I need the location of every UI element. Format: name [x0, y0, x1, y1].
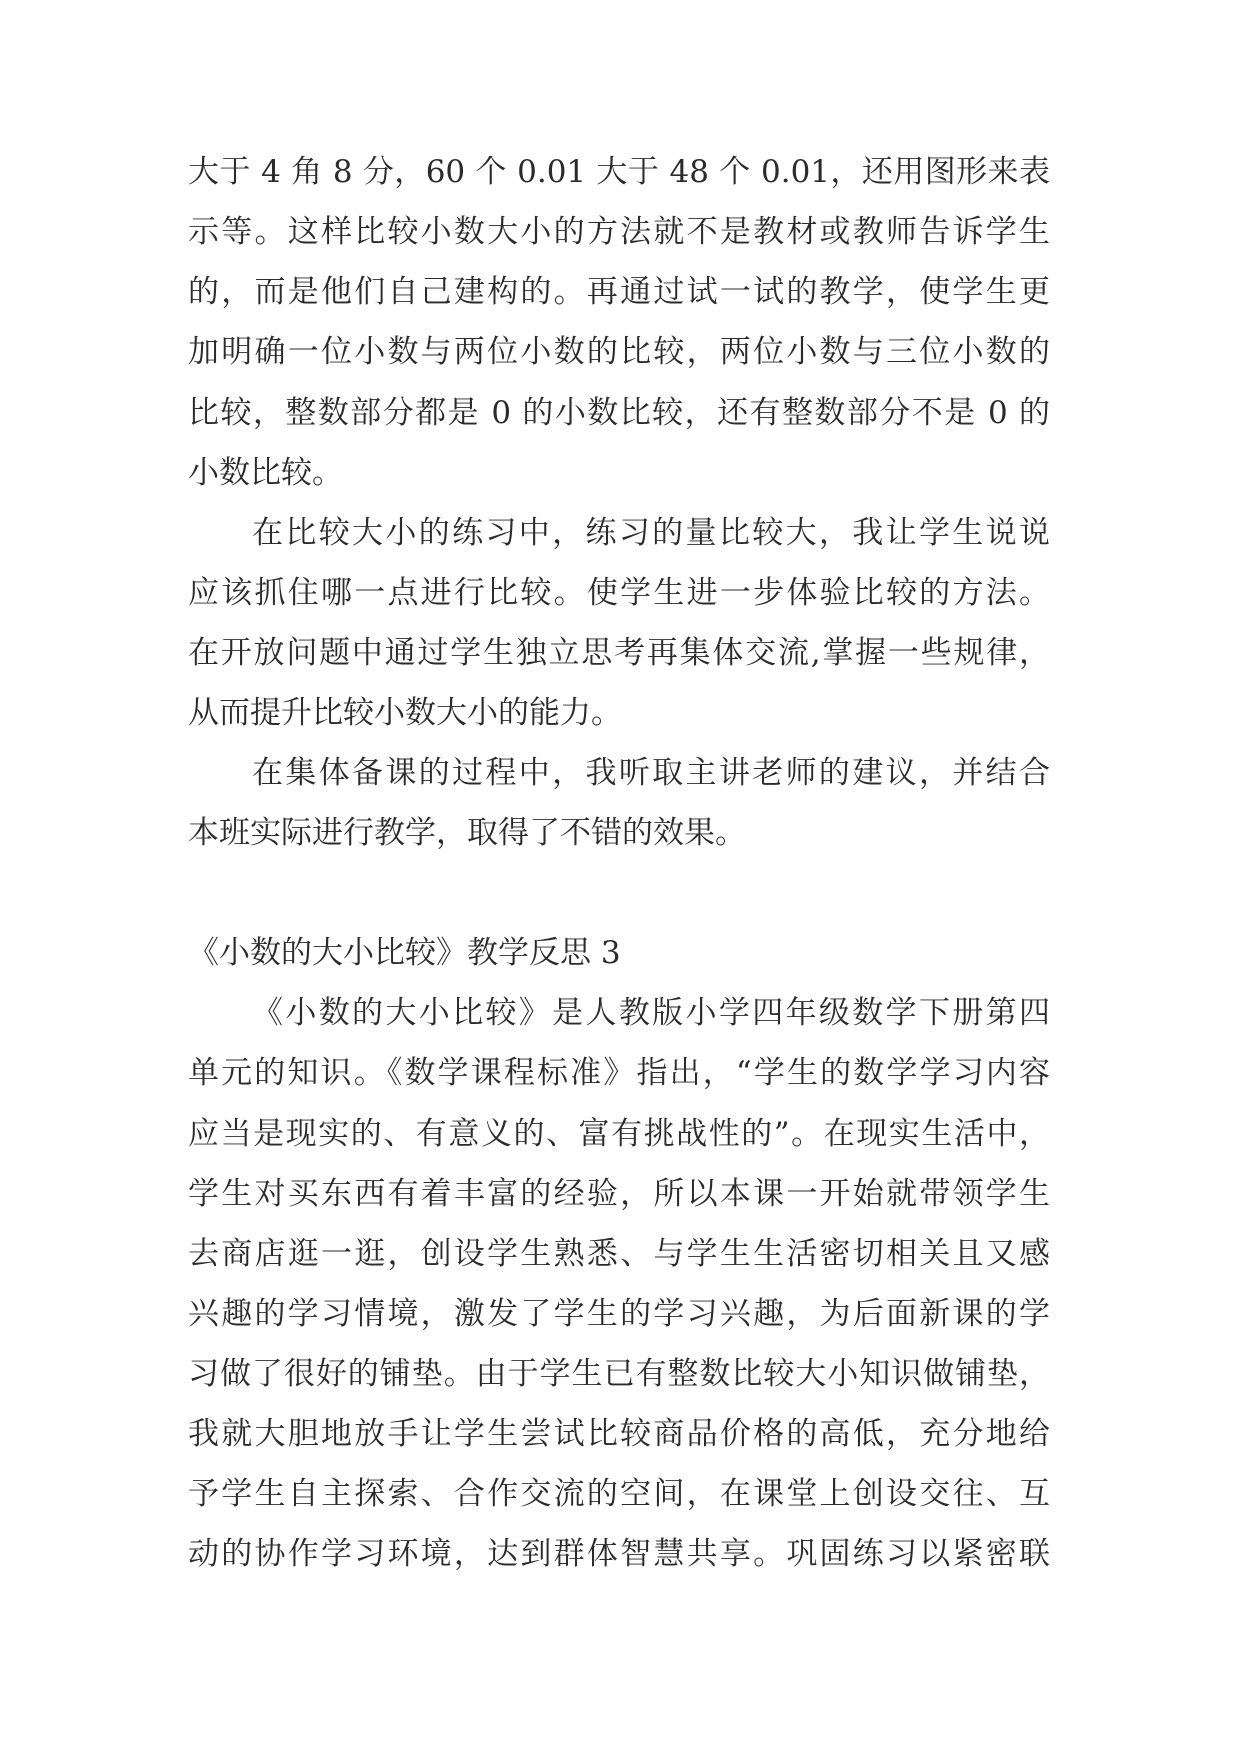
paragraph-1-line-2: 示等。这样比较小数大小的方法就不是教材或教师告诉学生 — [188, 214, 1050, 250]
paragraph-1-line-1: 大于 4 角 8 分，60 个 0.01 大于 48 个 0.01，还用图形来表 — [188, 154, 1050, 190]
paragraph-1-line-5: 比较，整数部分都是 0 的小数比较，还有整数部分不是 0 的 — [188, 395, 1050, 431]
section-body-line-10: 动的协作学习环境，达到群体智慧共享。巩固练习以紧密联 — [188, 1536, 1050, 1572]
section-body-line-4: 学生对买东西有着丰富的经验，所以本课一开始就带领学生 — [188, 1176, 1050, 1212]
paragraph-2-line-3: 在开放问题中通过学生独立思考再集体交流,掌握一些规律， — [188, 635, 1050, 671]
section-body-line-2: 单元的知识。《数学课程标准》指出，“学生的数学学习内容 — [188, 1055, 1050, 1091]
section-title: 《小数的大小比较》教学反思 3 — [188, 935, 621, 971]
paragraph-2-line-4: 从而提升比较小数大小的能力。 — [188, 695, 622, 731]
paragraph-1-line-6: 小数比较。 — [188, 455, 343, 491]
section-body-line-5: 去商店逛一逛，创设学生熟悉、与学生生活密切相关且又感 — [188, 1236, 1050, 1272]
section-body-line-8: 我就大胆地放手让学生尝试比较商品价格的高低，充分地给 — [188, 1416, 1050, 1452]
section-body-line-7: 习做了很好的铺垫。由于学生已有整数比较大小知识做铺垫， — [188, 1356, 1050, 1392]
paragraph-3-line-1: 在集体备课的过程中，我听取主讲老师的建议，并结合 — [252, 755, 1050, 791]
paragraph-3-line-2: 本班实际进行教学，取得了不错的效果。 — [188, 815, 746, 851]
section-body-line-6: 兴趣的学习情境，激发了学生的学习兴趣，为后面新课的学 — [188, 1296, 1050, 1332]
section-body-line-9: 予学生自主探索、合作交流的空间，在课堂上创设交往、互 — [188, 1476, 1050, 1512]
paragraph-1-line-3: 的，而是他们自己建构的。再通过试一试的教学，使学生更 — [188, 274, 1050, 310]
paragraph-2-line-2: 应该抓住哪一点进行比较。使学生进一步体验比较的方法。 — [188, 575, 1050, 611]
paragraph-1-line-4: 加明确一位小数与两位小数的比较，两位小数与三位小数的 — [188, 334, 1050, 370]
paragraph-2-line-1: 在比较大小的练习中，练习的量比较大，我让学生说说 — [252, 515, 1050, 551]
section-body-line-3: 应当是现实的、有意义的、富有挑战性的”。在现实生活中， — [188, 1116, 1050, 1152]
section-body-line-1: 《小数的大小比较》是人教版小学四年级数学下册第四 — [252, 995, 1050, 1031]
